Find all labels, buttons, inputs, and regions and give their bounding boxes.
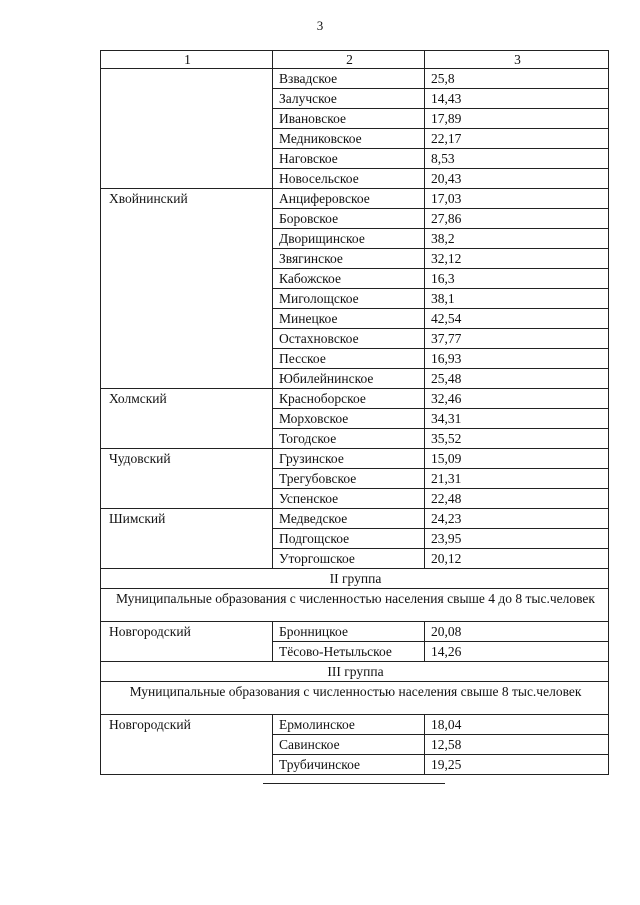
value-cell: 25,48 xyxy=(425,369,609,389)
value-cell: 38,2 xyxy=(425,229,609,249)
district-cell: Шимский xyxy=(101,509,273,569)
municipality-cell: Ермолинское xyxy=(273,715,425,735)
municipality-cell: Боровское xyxy=(273,209,425,229)
municipality-cell: Уторгошское xyxy=(273,549,425,569)
municipality-cell: Минецкое xyxy=(273,309,425,329)
group-description-row xyxy=(101,682,609,715)
value-cell: 22,17 xyxy=(425,129,609,149)
value-cell: 20,08 xyxy=(425,622,609,642)
table-row xyxy=(101,389,609,409)
value-cell: 18,04 xyxy=(425,715,609,735)
value-cell: 15,09 xyxy=(425,449,609,469)
municipality-cell: Медниковское xyxy=(273,129,425,149)
group-title-row xyxy=(101,662,609,682)
value-cell: 42,54 xyxy=(425,309,609,329)
value-cell: 8,53 xyxy=(425,149,609,169)
value-cell: 34,31 xyxy=(425,409,609,429)
municipality-cell: Морховское xyxy=(273,409,425,429)
municipality-cell: Новосельское xyxy=(273,169,425,189)
column-header: 1 xyxy=(101,51,273,69)
district-cell: Хвойнинский xyxy=(101,189,273,389)
municipality-cell: Наговское xyxy=(273,149,425,169)
table-row xyxy=(101,509,609,529)
municipality-cell: Тёсово-Нетыльское xyxy=(273,642,425,662)
municipality-cell: Анциферовское xyxy=(273,189,425,209)
group-title-row xyxy=(101,569,609,589)
municipality-cell: Бронницкое xyxy=(273,622,425,642)
municipality-cell: Ивановское xyxy=(273,109,425,129)
municipality-cell: Трубичинское xyxy=(273,755,425,775)
municipality-cell: Медведское xyxy=(273,509,425,529)
table-row xyxy=(101,189,609,209)
value-cell: 23,95 xyxy=(425,529,609,549)
municipality-cell: Песское xyxy=(273,349,425,369)
municipality-cell: Взвадское xyxy=(273,69,425,89)
value-cell: 21,31 xyxy=(425,469,609,489)
table-row xyxy=(101,69,609,89)
table-header-row xyxy=(101,51,609,69)
municipalities-table xyxy=(100,50,609,775)
value-cell: 17,89 xyxy=(425,109,609,129)
municipality-cell: Трегубовское xyxy=(273,469,425,489)
value-cell: 20,12 xyxy=(425,549,609,569)
municipality-cell: Подгощское xyxy=(273,529,425,549)
table-row xyxy=(101,449,609,469)
value-cell: 12,58 xyxy=(425,735,609,755)
group-description: Муниципальные образования с численностью населения свыше 4 до 8 тыс.человек xyxy=(101,589,609,622)
group-description-row xyxy=(101,589,609,622)
municipality-cell: Дворищинское xyxy=(273,229,425,249)
column-header: 3 xyxy=(425,51,609,69)
value-cell: 25,8 xyxy=(425,69,609,89)
municipality-cell: Звягинское xyxy=(273,249,425,269)
group-title: II группа xyxy=(101,569,609,589)
municipality-cell: Остахновское xyxy=(273,329,425,349)
district-cell: Новгородский xyxy=(101,622,273,662)
municipality-cell: Успенское xyxy=(273,489,425,509)
column-header: 2 xyxy=(273,51,425,69)
value-cell: 32,46 xyxy=(425,389,609,409)
page-number: 3 xyxy=(316,18,324,33)
value-cell: 24,23 xyxy=(425,509,609,529)
district-cell xyxy=(101,69,273,189)
municipality-cell: Красноборское xyxy=(273,389,425,409)
value-cell: 35,52 xyxy=(425,429,609,449)
table-row xyxy=(101,622,609,642)
value-cell: 14,43 xyxy=(425,89,609,109)
table-row xyxy=(101,715,609,735)
value-cell: 32,12 xyxy=(425,249,609,269)
value-cell: 20,43 xyxy=(425,169,609,189)
district-cell: Холмский xyxy=(101,389,273,449)
value-cell: 22,48 xyxy=(425,489,609,509)
value-cell: 19,25 xyxy=(425,755,609,775)
municipality-cell: Миголощское xyxy=(273,289,425,309)
municipality-cell: Савинское xyxy=(273,735,425,755)
municipality-cell: Грузинское xyxy=(273,449,425,469)
group-description: Муниципальные образования с численностью населения свыше 8 тыс.человек xyxy=(101,682,609,715)
municipality-cell: Тогодское xyxy=(273,429,425,449)
group-title: III группа xyxy=(101,662,609,682)
value-cell: 16,3 xyxy=(425,269,609,289)
municipality-cell: Кабожское xyxy=(273,269,425,289)
district-cell: Новгородский xyxy=(101,715,273,775)
municipality-cell: Юбилейнинское xyxy=(273,369,425,389)
separator-line xyxy=(263,783,445,784)
value-cell: 17,03 xyxy=(425,189,609,209)
municipality-cell: Залучское xyxy=(273,89,425,109)
value-cell: 14,26 xyxy=(425,642,609,662)
value-cell: 16,93 xyxy=(425,349,609,369)
value-cell: 27,86 xyxy=(425,209,609,229)
district-cell: Чудовский xyxy=(101,449,273,509)
value-cell: 37,77 xyxy=(425,329,609,349)
value-cell: 38,1 xyxy=(425,289,609,309)
